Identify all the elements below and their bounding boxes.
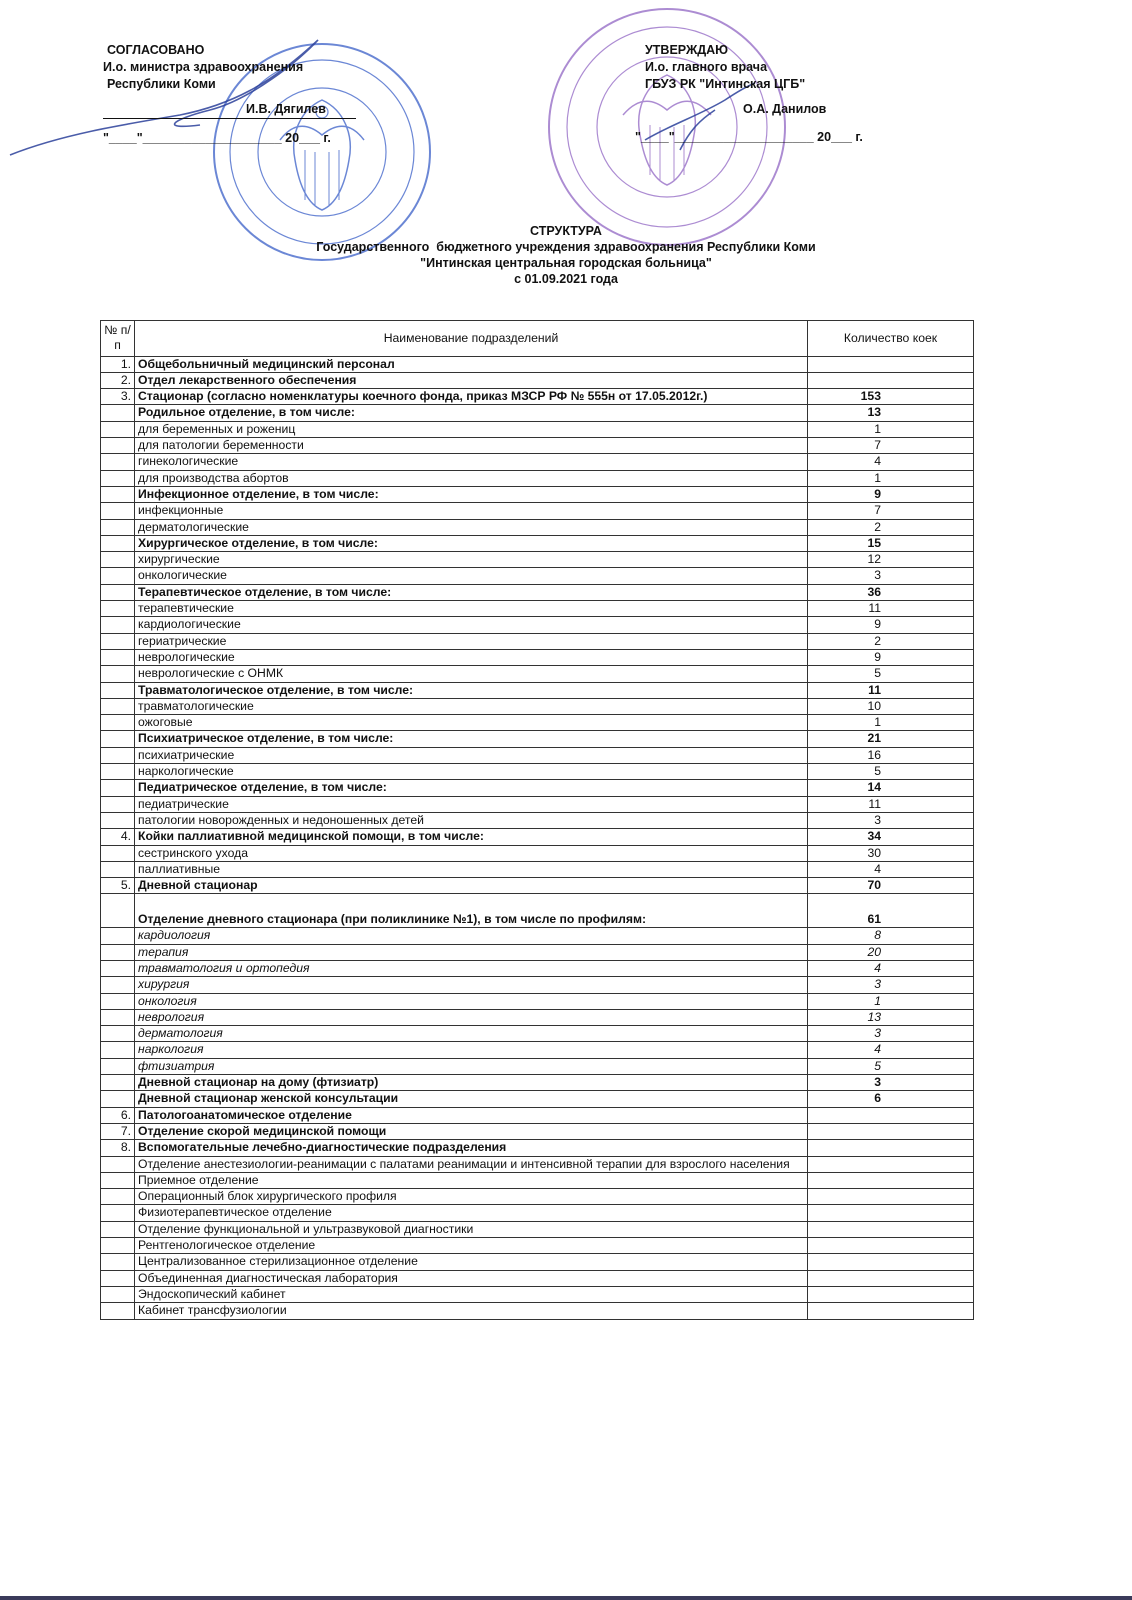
row-number: 6. xyxy=(101,1107,135,1123)
chief-date-line: "____"____________________ 20___ г. xyxy=(635,130,863,144)
row-bed-count: 8 xyxy=(808,928,974,944)
minister-signer: И.В. Дягилев xyxy=(103,101,356,119)
row-number xyxy=(101,1270,135,1286)
row-department-name: для патологии беременности xyxy=(135,438,808,454)
row-department-name: Психиатрическое отделение, в том числе: xyxy=(135,731,808,747)
row-bed-count xyxy=(808,1270,974,1286)
table-row xyxy=(101,780,974,796)
row-department-name: онкологические xyxy=(135,568,808,584)
row-number xyxy=(101,731,135,747)
title-date: с 01.09.2021 года xyxy=(514,272,618,286)
table-row xyxy=(101,812,974,828)
row-bed-count xyxy=(808,1107,974,1123)
table-row xyxy=(101,552,974,568)
minister-position: И.о. министра здравоохранения xyxy=(103,60,304,74)
table-row xyxy=(101,960,974,976)
table-row xyxy=(101,617,974,633)
row-department-name: паллиативные xyxy=(135,861,808,877)
row-number xyxy=(101,861,135,877)
row-department-name: Травматологическое отделение, в том числе: xyxy=(135,682,808,698)
row-number xyxy=(101,1238,135,1254)
row-number xyxy=(101,715,135,731)
row-bed-count: 3 xyxy=(808,812,974,828)
row-department-name: Дневной стационар на дому (фтизиатр) xyxy=(135,1075,808,1091)
row-department-name: кардиология xyxy=(135,928,808,944)
row-department-name: Инфекционное отделение, в том числе: xyxy=(135,486,808,502)
table-row xyxy=(101,1009,974,1025)
row-department-name: Вспомогательные лечебно-диагностические подразделения xyxy=(135,1140,808,1156)
row-number xyxy=(101,1221,135,1237)
row-bed-count: 5 xyxy=(808,1058,974,1074)
table-row xyxy=(101,601,974,617)
row-department-name: педиатрические xyxy=(135,796,808,812)
row-number xyxy=(101,519,135,535)
row-department-name: Хирургическое отделение, в том числе: xyxy=(135,535,808,551)
row-bed-count: 15 xyxy=(808,535,974,551)
row-bed-count: 4 xyxy=(808,1042,974,1058)
row-bed-count: 5 xyxy=(808,666,974,682)
table-row xyxy=(101,1254,974,1270)
row-bed-count xyxy=(808,1303,974,1319)
title-structure: СТРУКТУРА xyxy=(530,224,602,238)
row-bed-count: 3 xyxy=(808,1075,974,1091)
table-row xyxy=(101,1042,974,1058)
row-bed-count: 11 xyxy=(808,601,974,617)
row-bed-count: 14 xyxy=(808,780,974,796)
row-bed-count xyxy=(808,1189,974,1205)
row-department-name: Отдел лекарственного обеспечения xyxy=(135,372,808,388)
row-number xyxy=(101,1303,135,1319)
table-header-row xyxy=(101,321,974,357)
row-department-name: Патологоанатомическое отделение xyxy=(135,1107,808,1123)
table-row xyxy=(101,1156,974,1172)
table-row xyxy=(101,1140,974,1156)
row-bed-count: 30 xyxy=(808,845,974,861)
row-bed-count xyxy=(808,1254,974,1270)
row-bed-count xyxy=(808,1156,974,1172)
table-row xyxy=(101,731,974,747)
document-title xyxy=(0,223,1132,287)
row-bed-count xyxy=(808,1238,974,1254)
row-number xyxy=(101,503,135,519)
row-department-name: дерматологические xyxy=(135,519,808,535)
table-row xyxy=(101,649,974,665)
scan-edge xyxy=(0,1596,1132,1600)
row-bed-count: 16 xyxy=(808,747,974,763)
table-row xyxy=(101,928,974,944)
row-department-name: Отделение скорой медицинской помощи xyxy=(135,1123,808,1139)
row-department-name: Койки паллиативной медицинской помощи, в том числе: xyxy=(135,829,808,845)
row-department-name: неврологические с ОНМК xyxy=(135,666,808,682)
row-department-name: Родильное отделение, в том числе: xyxy=(135,405,808,421)
minister-date-line: "____"____________________ 20___ г. xyxy=(103,131,331,145)
row-number xyxy=(101,601,135,617)
row-bed-count: 2 xyxy=(808,633,974,649)
row-department-name: Операционный блок хирургического профиля xyxy=(135,1189,808,1205)
table-row xyxy=(101,519,974,535)
row-number: 1. xyxy=(101,356,135,372)
table-row xyxy=(101,698,974,714)
table-row xyxy=(101,944,974,960)
row-number xyxy=(101,633,135,649)
row-department-name: Терапевтическое отделение, в том числе: xyxy=(135,584,808,600)
row-bed-count: 7 xyxy=(808,503,974,519)
row-number xyxy=(101,944,135,960)
row-bed-count: 4 xyxy=(808,454,974,470)
row-department-name: Отделение анестезиологии-реанимации с палатами реанимации и интенсивной терапии для взрослого населения xyxy=(135,1156,808,1172)
row-number xyxy=(101,568,135,584)
row-department-name: наркологические xyxy=(135,764,808,780)
row-number xyxy=(101,1156,135,1172)
minister-region: Республики Коми xyxy=(107,77,216,91)
row-number xyxy=(101,454,135,470)
row-bed-count: 10 xyxy=(808,698,974,714)
row-bed-count xyxy=(808,1172,974,1188)
row-number xyxy=(101,421,135,437)
row-number xyxy=(101,666,135,682)
table-row xyxy=(101,878,974,894)
row-bed-count: 4 xyxy=(808,861,974,877)
row-bed-count xyxy=(808,1286,974,1302)
row-number xyxy=(101,552,135,568)
chief-organization: ГБУЗ РК "Интинская ЦГБ" xyxy=(645,77,806,91)
table-row xyxy=(101,894,974,928)
table-row xyxy=(101,829,974,845)
row-bed-count: 13 xyxy=(808,405,974,421)
row-department-name: Дневной стационар xyxy=(135,878,808,894)
row-bed-count: 6 xyxy=(808,1091,974,1107)
table-row xyxy=(101,1058,974,1074)
row-bed-count: 9 xyxy=(808,617,974,633)
row-department-name: Приемное отделение xyxy=(135,1172,808,1188)
chief-position: И.о. главного врача xyxy=(645,60,768,74)
row-number: 3. xyxy=(101,389,135,405)
row-number xyxy=(101,698,135,714)
row-department-name: инфекционные xyxy=(135,503,808,519)
row-bed-count: 12 xyxy=(808,552,974,568)
row-number xyxy=(101,584,135,600)
row-bed-count: 1 xyxy=(808,715,974,731)
row-number: 7. xyxy=(101,1123,135,1139)
table-row xyxy=(101,470,974,486)
table-row xyxy=(101,977,974,993)
table-row xyxy=(101,535,974,551)
row-bed-count xyxy=(808,356,974,372)
row-bed-count xyxy=(808,1205,974,1221)
row-number xyxy=(101,682,135,698)
row-department-name: гериатрические xyxy=(135,633,808,649)
table-body xyxy=(101,356,974,1319)
row-department-name: для беременных и рожениц xyxy=(135,421,808,437)
row-bed-count: 70 xyxy=(808,878,974,894)
table-row xyxy=(101,747,974,763)
row-department-name: дерматология xyxy=(135,1026,808,1042)
table-row xyxy=(101,568,974,584)
row-bed-count: 153 xyxy=(808,389,974,405)
row-number xyxy=(101,780,135,796)
table-row xyxy=(101,764,974,780)
table-row xyxy=(101,633,974,649)
agreed-label: СОГЛАСОВАНО xyxy=(107,43,205,57)
row-number xyxy=(101,1091,135,1107)
row-department-name: Отделение функциональной и ультразвуковой диагностики xyxy=(135,1221,808,1237)
row-bed-count: 36 xyxy=(808,584,974,600)
row-department-name: ожоговые xyxy=(135,715,808,731)
table-row xyxy=(101,1172,974,1188)
row-bed-count: 3 xyxy=(808,1026,974,1042)
row-bed-count: 3 xyxy=(808,568,974,584)
row-bed-count xyxy=(808,1123,974,1139)
table-row xyxy=(101,715,974,731)
row-department-name: неврологические xyxy=(135,649,808,665)
row-bed-count: 9 xyxy=(808,649,974,665)
row-number xyxy=(101,535,135,551)
table-row xyxy=(101,356,974,372)
row-department-name: Физиотерапевтическое отделение xyxy=(135,1205,808,1221)
row-number xyxy=(101,1172,135,1188)
table-row xyxy=(101,1123,974,1139)
row-department-name: патологии новорожденных и недоношенных детей xyxy=(135,812,808,828)
row-department-name: Педиатрическое отделение, в том числе: xyxy=(135,780,808,796)
row-department-name: кардиологические xyxy=(135,617,808,633)
title-hospital-name: "Интинская центральная городская больница" xyxy=(420,256,712,270)
header-department: Наименование подразделений xyxy=(135,321,808,357)
table-row xyxy=(101,584,974,600)
table-row xyxy=(101,1221,974,1237)
row-number xyxy=(101,649,135,665)
row-number xyxy=(101,764,135,780)
row-number xyxy=(101,1042,135,1058)
row-department-name: гинекологические xyxy=(135,454,808,470)
table-row xyxy=(101,1238,974,1254)
row-bed-count: 4 xyxy=(808,960,974,976)
row-number xyxy=(101,1075,135,1091)
table-row xyxy=(101,1026,974,1042)
row-department-name: Стационар (согласно номенклатуры коечного фонда, приказ МЗСР РФ № 555н от 17.05.2012г.) xyxy=(135,389,808,405)
row-bed-count: 21 xyxy=(808,731,974,747)
row-number xyxy=(101,894,135,928)
row-number xyxy=(101,617,135,633)
approval-right-block xyxy=(635,42,863,146)
row-number: 5. xyxy=(101,878,135,894)
table-row xyxy=(101,1075,974,1091)
header-number: № п/п xyxy=(101,321,135,357)
table-row xyxy=(101,372,974,388)
row-bed-count: 61 xyxy=(808,894,974,928)
row-number xyxy=(101,960,135,976)
row-number xyxy=(101,1058,135,1074)
row-department-name: наркология xyxy=(135,1042,808,1058)
row-number xyxy=(101,405,135,421)
row-bed-count: 13 xyxy=(808,1009,974,1025)
row-department-name: Отделение дневного стационара (при поликлинике №1), в том числе по профилям: xyxy=(135,894,808,928)
row-bed-count: 1 xyxy=(808,993,974,1009)
row-department-name: терапевтические xyxy=(135,601,808,617)
row-number xyxy=(101,796,135,812)
row-bed-count: 1 xyxy=(808,421,974,437)
row-department-name: Кабинет трансфузиологии xyxy=(135,1303,808,1319)
row-bed-count xyxy=(808,372,974,388)
row-number xyxy=(101,1286,135,1302)
table-row xyxy=(101,503,974,519)
row-department-name: хирургия xyxy=(135,977,808,993)
row-number xyxy=(101,1205,135,1221)
row-number xyxy=(101,1026,135,1042)
table-row xyxy=(101,486,974,502)
row-number xyxy=(101,993,135,1009)
row-bed-count: 9 xyxy=(808,486,974,502)
table-row xyxy=(101,861,974,877)
row-number xyxy=(101,747,135,763)
row-number: 8. xyxy=(101,1140,135,1156)
table-row xyxy=(101,405,974,421)
row-department-name: Объединенная диагностическая лаборатория xyxy=(135,1270,808,1286)
table-row xyxy=(101,421,974,437)
row-department-name: терапия xyxy=(135,944,808,960)
table-row xyxy=(101,1205,974,1221)
row-bed-count: 34 xyxy=(808,829,974,845)
row-number: 2. xyxy=(101,372,135,388)
row-bed-count: 2 xyxy=(808,519,974,535)
row-department-name: Централизованное стерилизационное отделение xyxy=(135,1254,808,1270)
row-department-name: сестринского ухода xyxy=(135,845,808,861)
table-row xyxy=(101,682,974,698)
row-bed-count: 11 xyxy=(808,796,974,812)
row-number xyxy=(101,486,135,502)
row-department-name: травматология и ортопедия xyxy=(135,960,808,976)
row-number: 4. xyxy=(101,829,135,845)
row-number xyxy=(101,1189,135,1205)
row-number xyxy=(101,812,135,828)
row-bed-count: 20 xyxy=(808,944,974,960)
row-department-name: для производства абортов xyxy=(135,470,808,486)
row-number xyxy=(101,1254,135,1270)
row-department-name: Общебольничный медицинский персонал xyxy=(135,356,808,372)
table-row xyxy=(101,1091,974,1107)
structure-table xyxy=(100,320,974,1320)
row-bed-count: 5 xyxy=(808,764,974,780)
title-organization: Государственного бюджетного учреждения здравоохранения Республики Коми xyxy=(316,240,816,254)
table-row xyxy=(101,1286,974,1302)
table-row xyxy=(101,666,974,682)
table-row xyxy=(101,389,974,405)
row-department-name: Эндоскопический кабинет xyxy=(135,1286,808,1302)
chief-signer: О.А. Данилов xyxy=(743,102,827,116)
table-row xyxy=(101,454,974,470)
row-number xyxy=(101,470,135,486)
row-department-name: неврология xyxy=(135,1009,808,1025)
row-department-name: Дневной стационар женской консультации xyxy=(135,1091,808,1107)
header-bed-count: Количество коек xyxy=(808,321,974,357)
row-bed-count xyxy=(808,1221,974,1237)
table-row xyxy=(101,1189,974,1205)
row-number xyxy=(101,977,135,993)
row-department-name: фтизиатрия xyxy=(135,1058,808,1074)
row-department-name: Рентгенологическое отделение xyxy=(135,1238,808,1254)
table-row xyxy=(101,1303,974,1319)
table-row xyxy=(101,796,974,812)
row-number xyxy=(101,1009,135,1025)
row-bed-count: 11 xyxy=(808,682,974,698)
row-department-name: онкология xyxy=(135,993,808,1009)
table-row xyxy=(101,845,974,861)
table-row xyxy=(101,993,974,1009)
approval-left-block xyxy=(103,42,356,147)
row-department-name: хирургические xyxy=(135,552,808,568)
approve-label: УТВЕРЖДАЮ xyxy=(645,43,729,57)
row-bed-count xyxy=(808,1140,974,1156)
row-bed-count: 3 xyxy=(808,977,974,993)
row-number xyxy=(101,438,135,454)
row-department-name: травматологические xyxy=(135,698,808,714)
row-bed-count: 1 xyxy=(808,470,974,486)
table-row xyxy=(101,1270,974,1286)
row-number xyxy=(101,845,135,861)
table-row xyxy=(101,438,974,454)
row-bed-count: 7 xyxy=(808,438,974,454)
row-number xyxy=(101,928,135,944)
row-department-name: психиатрические xyxy=(135,747,808,763)
table-row xyxy=(101,1107,974,1123)
